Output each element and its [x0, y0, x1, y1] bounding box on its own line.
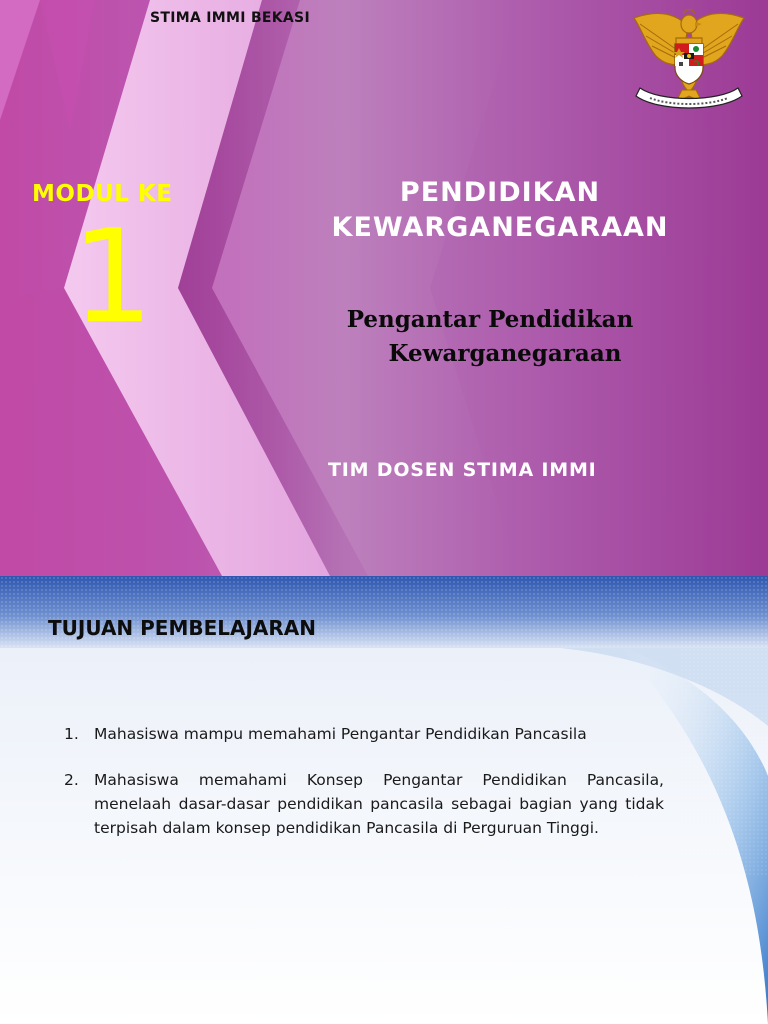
- list-item-text: Mahasiswa mampu memahami Pengantar Pendidikan Pancasila: [94, 725, 587, 743]
- section-title: TUJUAN PEMBELAJARAN: [48, 616, 317, 640]
- course-subtitle-line-2: Kewarganegaraan: [388, 340, 622, 367]
- course-subtitle: [310, 303, 670, 371]
- module-number: 1: [72, 203, 154, 352]
- list-item-number: 2.: [64, 771, 79, 789]
- garuda-emblem-icon: [626, 4, 752, 116]
- course-title: [300, 175, 700, 245]
- module-label: MODUL KE: [32, 181, 173, 207]
- learning-objectives-list: [64, 722, 664, 862]
- institution-header: STIMA IMMI BEKASI: [150, 10, 310, 26]
- list-item: [64, 768, 664, 840]
- course-subtitle-line-1: Pengantar Pendidikan: [346, 306, 634, 333]
- course-title-line-1: PENDIDIKAN: [399, 177, 601, 208]
- team-credit: TIM DOSEN STIMA IMMI: [328, 459, 597, 481]
- objectives-slide: [0, 576, 768, 1024]
- list-item-number: 1.: [64, 725, 79, 743]
- list-item-text: Mahasiswa memahami Konsep Pengantar Pendidikan Pancasila, menelaah dasar-dasar pendidikan pancasila sebagai bagian yang tidak terpisah dalam konsep pendidikan Pancasila di Perguruan Tinggi.: [94, 771, 664, 837]
- list-item: [64, 722, 664, 746]
- course-title-line-2: KEWARGANEGARAAN: [331, 212, 669, 243]
